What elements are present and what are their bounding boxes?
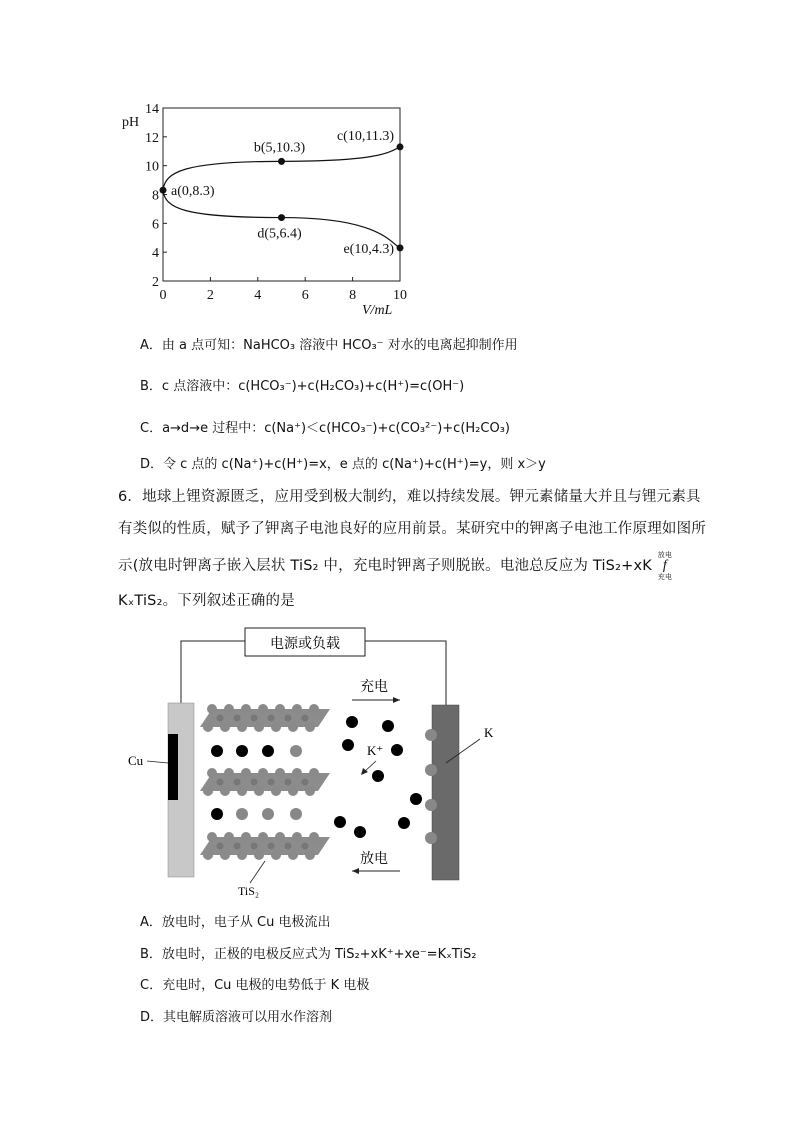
right-wire [365,641,446,705]
sulfur-atom [258,832,268,842]
x-axis-label: V/mL [362,303,393,318]
sulfur-atom [241,704,251,714]
sulfur-atom [309,704,319,714]
y-tick-label: 4 [152,246,159,262]
ph-titration-chart [110,98,430,323]
sulfur-atom [237,850,247,860]
k-ion [211,808,223,820]
sulfur-atom [288,850,298,860]
sulfur-atom [220,786,230,796]
sulfur-atom [203,786,213,796]
arrow-symbol: f [662,558,667,573]
k-ion [262,745,274,757]
q6-line-3-text: 示(放电时钾离子嵌入层状 TiS₂ 中，充电时钾离子则脱嵌。电池总反应为 TiS₂+xK [118,558,652,574]
tis2-label: TiS₂ [238,884,260,898]
sulfur-atom [207,832,217,842]
sulfur-atom [207,768,217,778]
charge-arrowhead [393,697,400,703]
data-point [278,158,285,165]
sulfur-atom [271,786,281,796]
sulfur-atom [254,786,264,796]
data-point [397,244,404,251]
q5-option-a: A．由 a 点可知：NaHCO₃ 溶液中 HCO₃⁻ 对水的电离起抑制作用 [140,338,518,353]
k-ion [290,808,302,820]
titanium-atom [217,843,224,850]
sulfur-atom [203,722,213,732]
titanium-atom [251,843,258,850]
k-ion [262,808,274,820]
sulfur-atom [275,704,285,714]
power-label: 电源或负载 [270,636,340,652]
sulfur-atom [275,768,285,778]
y-tick-label: 14 [145,102,159,117]
k-ion [290,745,302,757]
sulfur-atom [305,786,315,796]
k-ion [236,808,248,820]
sulfur-atom [305,850,315,860]
sulfur-atom [258,704,268,714]
q5-option-d: D．令 c 点的 c(Na⁺)+c(H⁺)=x，e 点的 c(Na⁺)+c(H⁺)=y，则 x＞y [140,457,546,472]
titanium-atom [234,715,241,722]
q5-option-b: B．c 点溶液中：c(HCO₃⁻)+c(H₂CO₃)+c(H⁺)=c(OH⁻) [140,379,465,394]
k-surface-atom [425,764,437,776]
sulfur-atom [237,786,247,796]
titanium-atom [285,779,292,786]
titanium-atom [302,779,309,786]
sulfur-atom [288,786,298,796]
x-tick-label: 0 [159,288,167,303]
k-surface-atom [425,729,437,741]
data-point-label: a(0,8.3) [171,184,215,200]
q6-option-b: B．放电时，正极的电极反应式为 TiS₂+xK⁺+xe⁻=KₓTiS₂ [140,947,477,962]
k-ion [211,745,223,757]
y-tick-label: 2 [152,275,159,290]
tis2-pointer [250,861,265,883]
q5-option-c: C．a→d→e 过程中：c(Na⁺)＜c(HCO₃⁻)+c(CO₃²⁻)+c(H₂CO₃) [140,421,510,436]
arrow-bottom-label: 充电 [657,573,673,581]
q6-option-c: C．充电时，Cu 电极的电势低于 K 电极 [140,978,370,993]
data-point-label: c(10,11.3) [336,128,394,144]
titanium-atom [234,843,241,850]
sulfur-atom [275,832,285,842]
data-point [278,214,285,221]
sulfur-atom [220,722,230,732]
k-ion [391,744,403,756]
q6-line-2: 有类似的性质，赋予了钾离子电池良好的应用前景。某研究中的钾离子电池工作原理如图所 [118,521,706,537]
titanium-atom [285,715,292,722]
q6-option-d: D．其电解质溶液可以用水作溶剂 [140,1010,333,1025]
y-tick-label: 12 [145,130,159,146]
sulfur-atom [224,832,234,842]
sulfur-atom [288,722,298,732]
titanium-atom [268,843,275,850]
k-ion [354,826,366,838]
sulfur-atom [224,704,234,714]
k-label: K [484,725,494,740]
titanium-atom [217,779,224,786]
sulfur-atom [203,850,213,860]
k-ion [398,817,410,829]
y-tick-label: 6 [152,217,159,233]
sulfur-atom [292,704,302,714]
k-ion [382,720,394,732]
k-ion [372,770,384,782]
data-point-label: d(5,6.4) [257,226,302,242]
titanium-atom [285,843,292,850]
sulfur-atom [207,704,217,714]
sulfur-atom [305,722,315,732]
sulfur-atom [220,850,230,860]
sulfur-atom [241,768,251,778]
titanium-atom [302,715,309,722]
titanium-atom [251,779,258,786]
cu-label: Cu [128,753,144,768]
left-wire [181,641,245,703]
sulfur-atom [254,722,264,732]
sulfur-atom [237,722,247,732]
q6-line-1: 6．地球上锂资源匮乏，应用受到极大制约，难以持续发展。钾元素储量大并且与锂元素具 [118,489,701,505]
sulfur-atom [309,832,319,842]
discharge-arrowhead [352,868,359,874]
sulfur-atom [241,832,251,842]
discharge-label: 放电 [360,851,388,867]
sulfur-atom [254,850,264,860]
data-point-label: e(10,4.3) [343,241,394,257]
titanium-atom [234,779,241,786]
data-point-label: b(5,10.3) [253,140,306,156]
chart-svg [110,98,430,323]
sulfur-atom [224,768,234,778]
y-tick-label: 8 [152,188,159,204]
x-tick-label: 4 [254,288,262,303]
x-tick-label: 2 [206,288,214,303]
x-tick-label: 6 [301,288,309,303]
sulfur-atom [271,722,281,732]
charge-label: 充电 [360,679,388,695]
k-surface-atom [425,832,437,844]
titanium-atom [251,715,258,722]
k-ion [236,745,248,757]
k-ion [342,739,354,751]
x-tick-label: 10 [393,288,407,303]
kplus-label: K⁺ [367,743,384,758]
sulfur-atom [292,832,302,842]
y-tick-label: 10 [145,159,159,175]
titanium-atom [302,843,309,850]
titanium-atom [217,715,224,722]
cu-pointer [147,761,168,763]
sulfur-atom [292,768,302,778]
k-ion [334,816,346,828]
q6-option-a: A．放电时，电子从 Cu 电极流出 [140,915,331,930]
tis2-layers [200,704,330,860]
reversible-arrow [658,551,672,581]
arrow-top-label: 放电 [657,551,673,559]
data-point [397,143,404,150]
y-axis-label: pH [122,115,140,130]
x-tick-label: 8 [349,288,357,303]
q6-line-4: KₓTiS₂。下列叙述正确的是 [118,593,295,609]
k-electrode [432,705,459,880]
cu-electrode [168,734,178,800]
data-point [160,187,167,194]
titanium-atom [268,715,275,722]
k-ion [346,716,358,728]
titanium-atom [268,779,275,786]
q6-line-3 [118,551,673,581]
sulfur-atom [271,850,281,860]
k-ion [410,793,422,805]
battery-diagram [120,625,520,905]
k-surface-atom [425,799,437,811]
sulfur-atom [309,768,319,778]
sulfur-atom [258,768,268,778]
